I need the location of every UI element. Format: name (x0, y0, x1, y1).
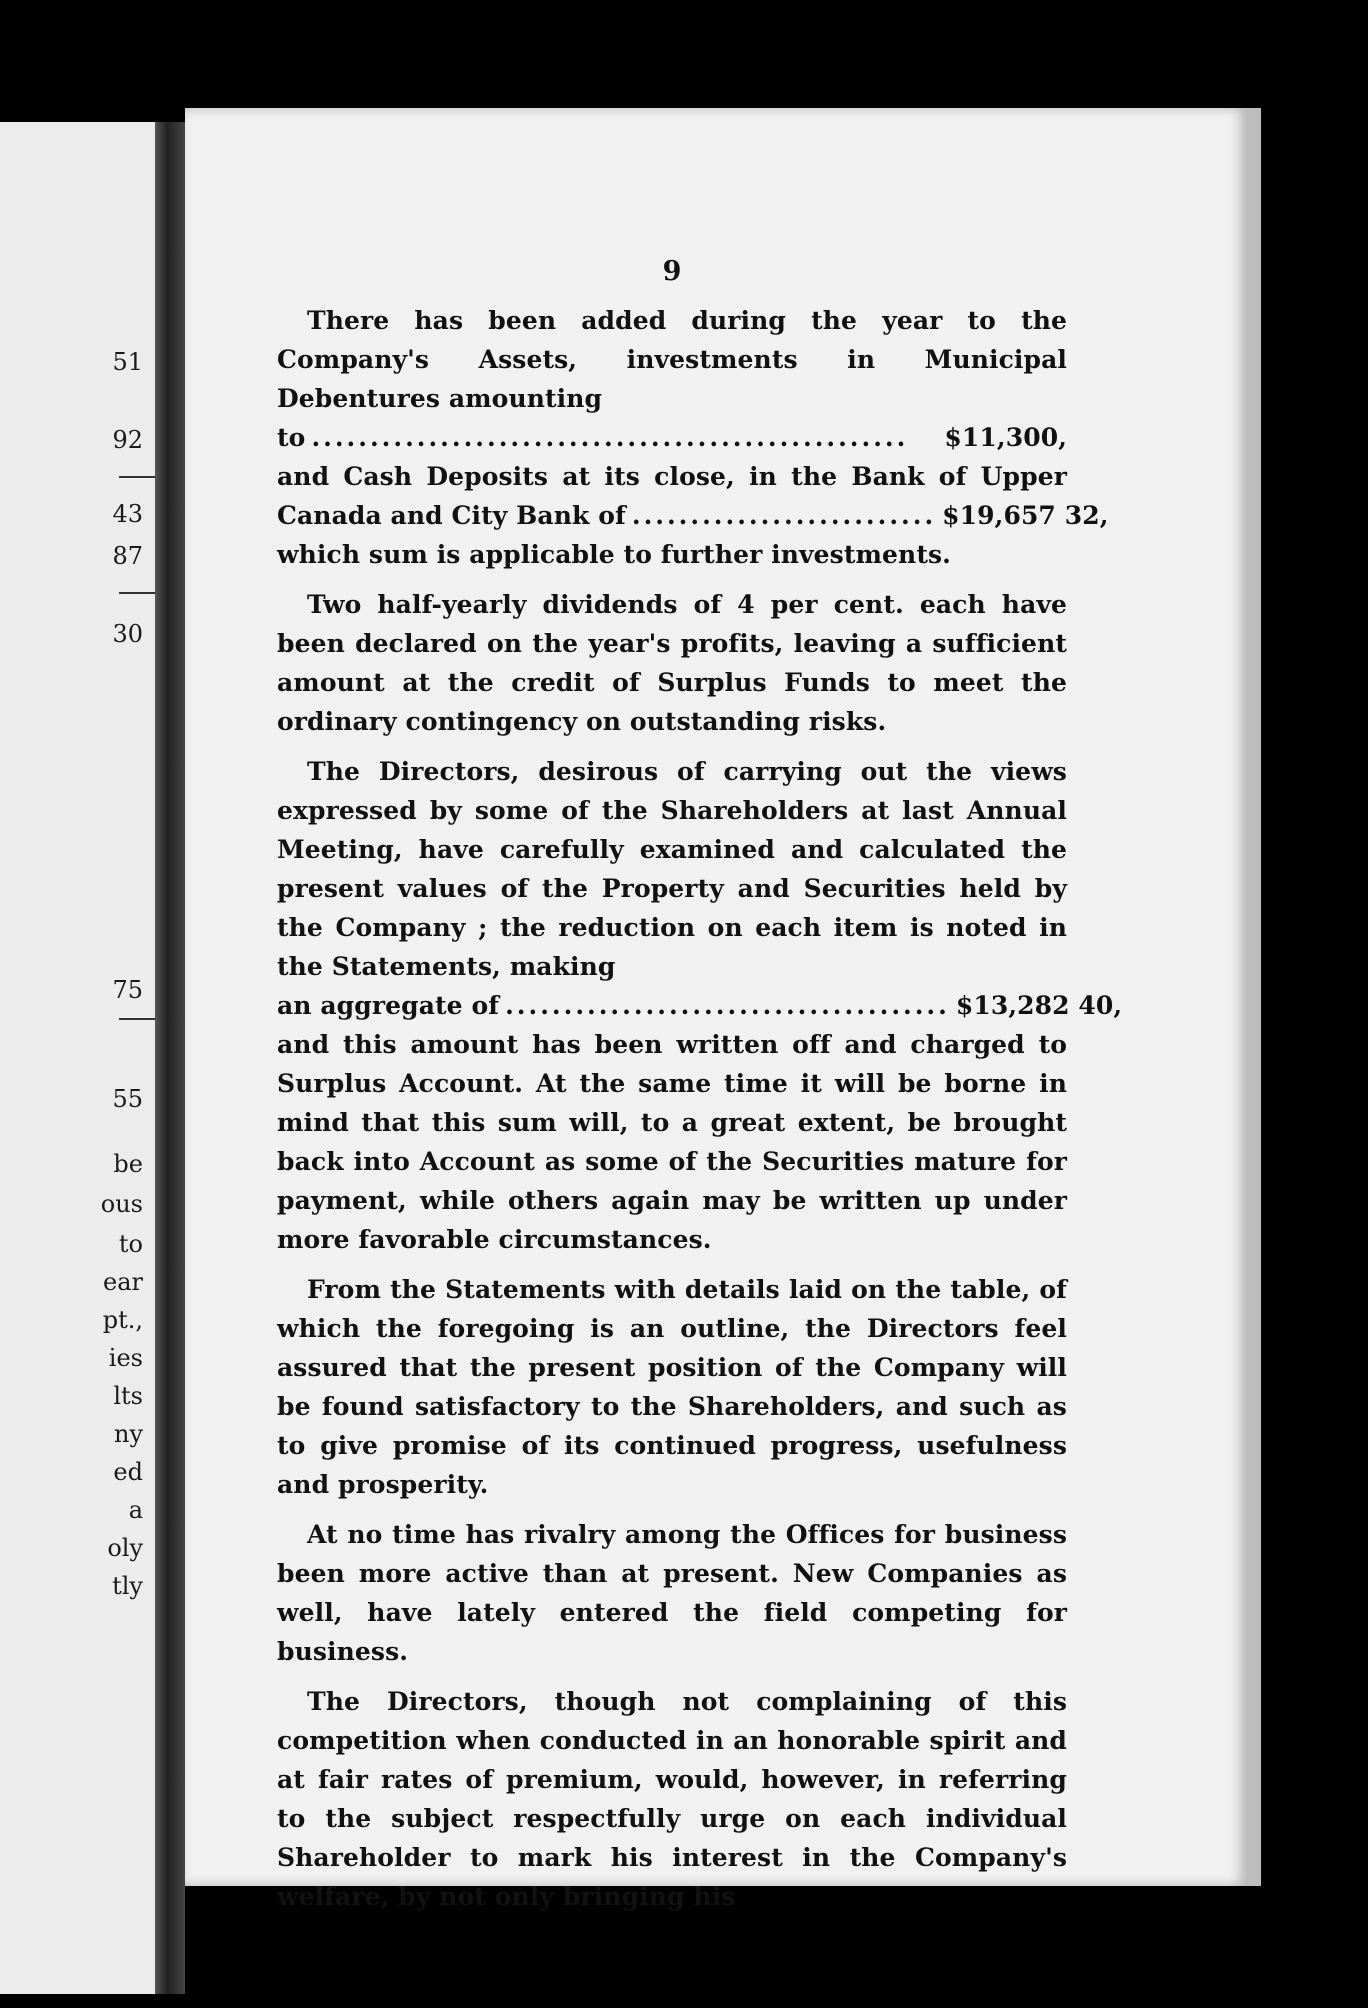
paragraph-dividends: Two half-yearly dividends of 4 per cent. each have been declared on the year's profits, leaving a sufficient amount at the credit of Surplus Funds to meet the ordinary contingency on outstanding risks. (277, 590, 1067, 736)
facing-page-fragment (0, 122, 155, 1994)
margin-fragment: 87 (112, 542, 143, 570)
margin-fragment: to (118, 1230, 143, 1258)
margin-fragment: tly (112, 1572, 143, 1600)
leader-line-aggregate (277, 986, 1123, 1025)
paragraph-line: which sum is applicable to further investments. (277, 540, 951, 569)
paragraph-text: The Directors, desirous of carrying out the views expressed by some of the Shareholders at last Annual Meeting, have carefully examined and calculated the present values of the Property and Securities held by the Company ; the reduction on each item is noted in the Statements, making (277, 757, 1067, 981)
paragraph-assets (277, 301, 1109, 574)
margin-rule (119, 476, 155, 478)
margin-fragment: ous (100, 1190, 143, 1218)
margin-fragment: 75 (112, 976, 143, 1004)
paragraph-text: There has been added during the year to the Company's Assets, investments in Municipal Debentures amounting (277, 306, 1067, 413)
leader-line-cash-deposits (277, 496, 1109, 535)
amount-value: $11,300, (944, 423, 1067, 452)
page-number: 9 (662, 256, 682, 287)
margin-fragment: ies (108, 1344, 143, 1372)
paragraph-rivalry: At no time has rivalry among the Offices for business been more active than at present. New Companies as well, have lately entered the field competing for business. (277, 1520, 1067, 1666)
margin-rule (119, 592, 155, 594)
dot-leader: ...................................... (505, 991, 950, 1020)
paragraph-revaluation (277, 752, 1123, 1259)
leader-line-debentures (277, 418, 1067, 457)
amount-value: $19,657 32, (942, 501, 1109, 530)
page-edge-shadow (1247, 108, 1261, 1886)
paragraph-text: and this amount has been written off and charged to Surplus Account. At the same time it will be borne in mind that this sum will, to a great extent, be brought back into Account as some of the Securities mature for payment, while others again may be written up under more favorable circumstances. (277, 1030, 1067, 1254)
margin-fragment: 92 (112, 426, 143, 454)
margin-fragment: 55 (112, 1085, 143, 1113)
document-page (185, 108, 1247, 1911)
margin-fragment: 43 (112, 500, 143, 528)
margin-fragment: ny (113, 1420, 143, 1448)
margin-fragment: lts (113, 1382, 143, 1410)
margin-fragment: ed (113, 1458, 143, 1486)
margin-fragment: 51 (112, 348, 143, 376)
dot-leader: .......................... (631, 501, 937, 530)
margin-fragment: 30 (112, 620, 143, 648)
leader-label: to (277, 423, 306, 452)
page-body (277, 253, 1123, 1927)
margin-rule (119, 1018, 155, 1020)
leader-label: an aggregate of (277, 991, 500, 1020)
paragraph-line: and Cash Deposits at its close, in the Bank of Upper (277, 462, 1067, 491)
paragraph-statements: From the Statements with details laid on the table, of which the foregoing is an outline, the Directors feel assured that the present position of the Company will be found satisfactory to the Shareholders, and such as to give promise of its continued progress, usefulness and prosperity. (277, 1275, 1067, 1499)
dot-leader: ................................................... (311, 423, 909, 452)
paragraph-competition: The Directors, though not complaining of this competition when conducted in an honorable spirit and at fair rates of premium, would, however, in referring to the subject respectfully urge on each individual Shareholder to mark his interest in the Company's welfare, by not only bringing his (277, 1687, 1067, 1911)
margin-fragment: be (113, 1150, 143, 1178)
margin-fragment: oly (107, 1534, 143, 1562)
margin-fragment: ear (103, 1268, 143, 1296)
amount-value: $13,282 40, (955, 991, 1123, 1020)
book-spine (155, 122, 185, 1994)
leader-label: Canada and City Bank of (277, 501, 626, 530)
margin-fragment: a (128, 1496, 143, 1524)
margin-fragment: pt., (102, 1306, 143, 1334)
